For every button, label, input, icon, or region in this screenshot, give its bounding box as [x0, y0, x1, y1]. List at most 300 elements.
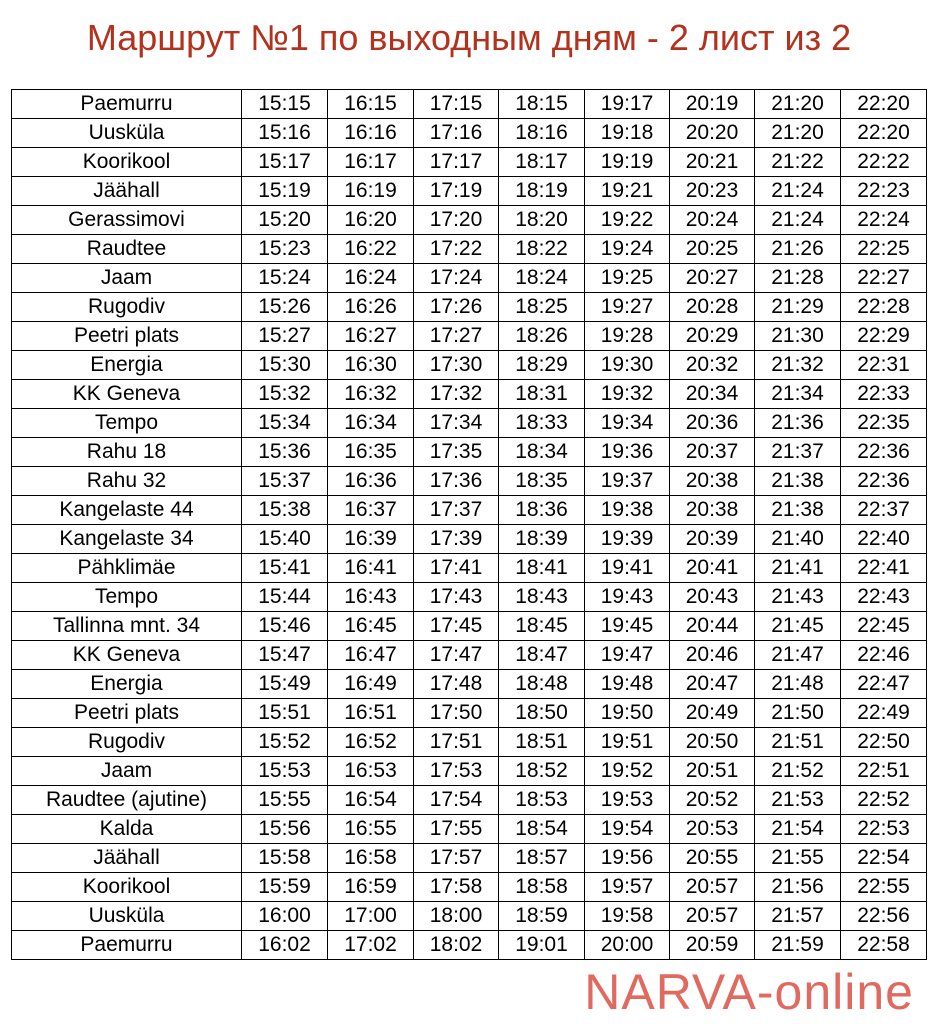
time-cell: 16:55	[328, 815, 414, 844]
table-row	[12, 119, 927, 148]
time-cell: 20:28	[670, 293, 755, 322]
time-cell: 18:51	[499, 728, 585, 757]
time-cell: 16:27	[328, 322, 414, 351]
time-cell: 21:26	[755, 235, 841, 264]
time-cell: 20:23	[670, 177, 755, 206]
time-cell: 18:16	[499, 119, 585, 148]
table-row	[12, 670, 927, 699]
time-cell: 21:20	[755, 119, 841, 148]
page-title: Маршрут №1 по выходным дням - 2 лист из 2	[86, 17, 852, 58]
time-cell: 21:52	[755, 757, 841, 786]
table-row	[12, 264, 927, 293]
time-cell: 20:44	[670, 612, 755, 641]
time-cell: 17:55	[414, 815, 499, 844]
stop-name-cell: Kangelaste 44	[12, 496, 242, 525]
time-cell: 17:58	[414, 873, 499, 902]
time-cell: 22:52	[841, 786, 927, 815]
time-cell: 16:22	[328, 235, 414, 264]
time-cell: 17:39	[414, 525, 499, 554]
time-cell: 21:51	[755, 728, 841, 757]
time-cell: 16:51	[328, 699, 414, 728]
table-row	[12, 90, 927, 119]
time-cell: 19:21	[585, 177, 670, 206]
time-cell: 15:38	[242, 496, 328, 525]
table-row	[12, 438, 927, 467]
table-row	[12, 554, 927, 583]
time-cell: 21:30	[755, 322, 841, 351]
table-row	[12, 409, 927, 438]
time-cell: 15:44	[242, 583, 328, 612]
time-cell: 18:43	[499, 583, 585, 612]
time-cell: 18:50	[499, 699, 585, 728]
time-cell: 18:53	[499, 786, 585, 815]
time-cell: 21:24	[755, 177, 841, 206]
time-cell: 15:26	[242, 293, 328, 322]
table-row	[12, 293, 927, 322]
time-cell: 17:37	[414, 496, 499, 525]
stop-name-cell: Energia	[12, 670, 242, 699]
table-row	[12, 612, 927, 641]
time-cell: 19:50	[585, 699, 670, 728]
time-cell: 22:35	[841, 409, 927, 438]
time-cell: 20:38	[670, 467, 755, 496]
time-cell: 20:39	[670, 525, 755, 554]
time-cell: 15:53	[242, 757, 328, 786]
table-row	[12, 235, 927, 264]
time-cell: 19:27	[585, 293, 670, 322]
table-row	[12, 641, 927, 670]
time-cell: 20:00	[585, 931, 670, 960]
time-cell: 21:56	[755, 873, 841, 902]
time-cell: 17:41	[414, 554, 499, 583]
time-cell: 15:27	[242, 322, 328, 351]
time-cell: 18:20	[499, 206, 585, 235]
time-cell: 17:43	[414, 583, 499, 612]
table-row	[12, 728, 927, 757]
stop-name-cell: Peetri plats	[12, 699, 242, 728]
time-cell: 18:26	[499, 322, 585, 351]
time-cell: 20:34	[670, 380, 755, 409]
stop-name-cell: Rugodiv	[12, 728, 242, 757]
time-cell: 19:01	[499, 931, 585, 960]
time-cell: 16:16	[328, 119, 414, 148]
time-cell: 20:47	[670, 670, 755, 699]
time-cell: 15:15	[242, 90, 328, 119]
time-cell: 16:53	[328, 757, 414, 786]
table-row	[12, 177, 927, 206]
time-cell: 18:47	[499, 641, 585, 670]
time-cell: 17:32	[414, 380, 499, 409]
table-row	[12, 902, 927, 931]
time-cell: 20:51	[670, 757, 755, 786]
time-cell: 20:32	[670, 351, 755, 380]
time-cell: 16:26	[328, 293, 414, 322]
time-cell: 15:47	[242, 641, 328, 670]
time-cell: 21:59	[755, 931, 841, 960]
time-cell: 16:35	[328, 438, 414, 467]
stop-name-cell: Tallinna mnt. 34	[12, 612, 242, 641]
time-cell: 22:31	[841, 351, 927, 380]
narva-online-logo	[584, 962, 914, 1022]
time-cell: 22:22	[841, 148, 927, 177]
table-row	[12, 467, 927, 496]
time-cell: 22:54	[841, 844, 927, 873]
time-cell: 15:36	[242, 438, 328, 467]
time-cell: 22:24	[841, 206, 927, 235]
time-cell: 20:49	[670, 699, 755, 728]
time-cell: 15:24	[242, 264, 328, 293]
time-cell: 17:36	[414, 467, 499, 496]
time-cell: 20:20	[670, 119, 755, 148]
table-row	[12, 699, 927, 728]
time-cell: 18:54	[499, 815, 585, 844]
time-cell: 17:22	[414, 235, 499, 264]
time-cell: 21:43	[755, 583, 841, 612]
time-cell: 20:21	[670, 148, 755, 177]
time-cell: 22:51	[841, 757, 927, 786]
time-cell: 19:18	[585, 119, 670, 148]
time-cell: 18:24	[499, 264, 585, 293]
table-row	[12, 351, 927, 380]
time-cell: 19:57	[585, 873, 670, 902]
time-cell: 15:58	[242, 844, 328, 873]
time-cell: 22:56	[841, 902, 927, 931]
stop-name-cell: Energia	[12, 351, 242, 380]
time-cell: 16:30	[328, 351, 414, 380]
time-cell: 20:41	[670, 554, 755, 583]
time-cell: 17:00	[328, 902, 414, 931]
time-cell: 16:58	[328, 844, 414, 873]
logo-text-narva: NARVA-	[584, 964, 775, 1020]
time-cell: 22:29	[841, 322, 927, 351]
time-cell: 18:57	[499, 844, 585, 873]
stop-name-cell: Tempo	[12, 409, 242, 438]
time-cell: 17:17	[414, 148, 499, 177]
time-cell: 17:48	[414, 670, 499, 699]
time-cell: 22:50	[841, 728, 927, 757]
time-cell: 18:34	[499, 438, 585, 467]
time-cell: 18:33	[499, 409, 585, 438]
time-cell: 20:38	[670, 496, 755, 525]
time-cell: 15:52	[242, 728, 328, 757]
time-cell: 22:53	[841, 815, 927, 844]
time-cell: 15:41	[242, 554, 328, 583]
time-cell: 16:37	[328, 496, 414, 525]
time-cell: 20:53	[670, 815, 755, 844]
time-cell: 20:52	[670, 786, 755, 815]
time-cell: 22:46	[841, 641, 927, 670]
time-cell: 17:27	[414, 322, 499, 351]
time-cell: 21:54	[755, 815, 841, 844]
time-cell: 15:32	[242, 380, 328, 409]
time-cell: 22:47	[841, 670, 927, 699]
time-cell: 18:52	[499, 757, 585, 786]
time-cell: 22:27	[841, 264, 927, 293]
time-cell: 16:39	[328, 525, 414, 554]
stop-name-cell: Kangelaste 34	[12, 525, 242, 554]
time-cell: 18:29	[499, 351, 585, 380]
table-row	[12, 931, 927, 960]
table-row	[12, 757, 927, 786]
time-cell: 22:20	[841, 119, 927, 148]
time-cell: 22:33	[841, 380, 927, 409]
time-cell: 19:54	[585, 815, 670, 844]
time-cell: 19:47	[585, 641, 670, 670]
time-cell: 20:59	[670, 931, 755, 960]
time-cell: 21:40	[755, 525, 841, 554]
stop-name-cell: Tempo	[12, 583, 242, 612]
time-cell: 18:41	[499, 554, 585, 583]
time-cell: 15:49	[242, 670, 328, 699]
time-cell: 21:53	[755, 786, 841, 815]
time-cell: 21:41	[755, 554, 841, 583]
time-cell: 21:57	[755, 902, 841, 931]
time-cell: 22:41	[841, 554, 927, 583]
time-cell: 16:59	[328, 873, 414, 902]
time-cell: 15:30	[242, 351, 328, 380]
time-cell: 21:48	[755, 670, 841, 699]
time-cell: 17:54	[414, 786, 499, 815]
time-cell: 21:47	[755, 641, 841, 670]
time-cell: 19:48	[585, 670, 670, 699]
time-cell: 22:55	[841, 873, 927, 902]
time-cell: 16:45	[328, 612, 414, 641]
time-cell: 21:55	[755, 844, 841, 873]
time-cell: 17:30	[414, 351, 499, 380]
stop-name-cell: Gerassimovi	[12, 206, 242, 235]
stop-name-cell: Rahu 18	[12, 438, 242, 467]
time-cell: 22:49	[841, 699, 927, 728]
time-cell: 16:19	[328, 177, 414, 206]
time-cell: 16:00	[242, 902, 328, 931]
time-cell: 19:25	[585, 264, 670, 293]
time-cell: 21:20	[755, 90, 841, 119]
time-cell: 15:46	[242, 612, 328, 641]
time-cell: 17:26	[414, 293, 499, 322]
table-row	[12, 148, 927, 177]
time-cell: 21:32	[755, 351, 841, 380]
time-cell: 19:32	[585, 380, 670, 409]
table-row	[12, 873, 927, 902]
time-cell: 15:51	[242, 699, 328, 728]
stop-name-cell: Raudtee	[12, 235, 242, 264]
time-cell: 16:20	[328, 206, 414, 235]
time-cell: 15:34	[242, 409, 328, 438]
time-cell: 17:24	[414, 264, 499, 293]
time-cell: 21:24	[755, 206, 841, 235]
time-cell: 19:37	[585, 467, 670, 496]
time-cell: 17:35	[414, 438, 499, 467]
time-cell: 19:34	[585, 409, 670, 438]
time-cell: 16:54	[328, 786, 414, 815]
stop-name-cell: Raudtee (ajutine)	[12, 786, 242, 815]
time-cell: 16:02	[242, 931, 328, 960]
time-cell: 19:19	[585, 148, 670, 177]
time-cell: 17:20	[414, 206, 499, 235]
table-row	[12, 496, 927, 525]
time-cell: 19:17	[585, 90, 670, 119]
time-cell: 18:39	[499, 525, 585, 554]
time-cell: 22:45	[841, 612, 927, 641]
time-cell: 21:50	[755, 699, 841, 728]
time-cell: 18:48	[499, 670, 585, 699]
table-row	[12, 583, 927, 612]
time-cell: 22:25	[841, 235, 927, 264]
time-cell: 19:53	[585, 786, 670, 815]
time-cell: 16:49	[328, 670, 414, 699]
time-cell: 19:39	[585, 525, 670, 554]
time-cell: 16:24	[328, 264, 414, 293]
table-row	[12, 322, 927, 351]
logo-text-online: online	[774, 964, 914, 1020]
time-cell: 19:24	[585, 235, 670, 264]
stop-name-cell: Paemurru	[12, 931, 242, 960]
time-cell: 22:28	[841, 293, 927, 322]
time-cell: 21:22	[755, 148, 841, 177]
stop-name-cell: Uusküla	[12, 119, 242, 148]
time-cell: 21:29	[755, 293, 841, 322]
time-cell: 20:57	[670, 873, 755, 902]
stop-name-cell: Rahu 32	[12, 467, 242, 496]
time-cell: 20:24	[670, 206, 755, 235]
table-row	[12, 815, 927, 844]
time-cell: 15:20	[242, 206, 328, 235]
time-cell: 17:45	[414, 612, 499, 641]
time-cell: 18:35	[499, 467, 585, 496]
time-cell: 20:29	[670, 322, 755, 351]
stop-name-cell: Rugodiv	[12, 293, 242, 322]
time-cell: 19:52	[585, 757, 670, 786]
time-cell: 22:37	[841, 496, 927, 525]
time-cell: 16:34	[328, 409, 414, 438]
time-cell: 20:55	[670, 844, 755, 873]
time-cell: 20:37	[670, 438, 755, 467]
time-cell: 16:52	[328, 728, 414, 757]
table-row	[12, 786, 927, 815]
time-cell: 18:25	[499, 293, 585, 322]
time-cell: 17:57	[414, 844, 499, 873]
time-cell: 15:37	[242, 467, 328, 496]
time-cell: 22:36	[841, 467, 927, 496]
stop-name-cell: Jaam	[12, 757, 242, 786]
time-cell: 21:45	[755, 612, 841, 641]
time-cell: 18:17	[499, 148, 585, 177]
time-cell: 15:40	[242, 525, 328, 554]
time-cell: 15:56	[242, 815, 328, 844]
time-cell: 19:45	[585, 612, 670, 641]
time-cell: 17:15	[414, 90, 499, 119]
time-cell: 17:53	[414, 757, 499, 786]
stop-name-cell: Jaam	[12, 264, 242, 293]
time-cell: 19:43	[585, 583, 670, 612]
time-cell: 18:19	[499, 177, 585, 206]
time-cell: 17:34	[414, 409, 499, 438]
table-row	[12, 844, 927, 873]
stop-name-cell: Pähklimäe	[12, 554, 242, 583]
time-cell: 15:55	[242, 786, 328, 815]
time-cell: 19:56	[585, 844, 670, 873]
time-cell: 20:57	[670, 902, 755, 931]
time-cell: 20:36	[670, 409, 755, 438]
time-cell: 19:36	[585, 438, 670, 467]
time-cell: 20:25	[670, 235, 755, 264]
time-cell: 22:58	[841, 931, 927, 960]
time-cell: 19:38	[585, 496, 670, 525]
time-cell: 15:23	[242, 235, 328, 264]
time-cell: 16:32	[328, 380, 414, 409]
time-cell: 19:28	[585, 322, 670, 351]
time-cell: 22:36	[841, 438, 927, 467]
stop-name-cell: KK Geneva	[12, 641, 242, 670]
time-cell: 21:38	[755, 467, 841, 496]
time-cell: 17:51	[414, 728, 499, 757]
time-cell: 20:46	[670, 641, 755, 670]
time-cell: 16:17	[328, 148, 414, 177]
time-cell: 15:17	[242, 148, 328, 177]
time-cell: 17:50	[414, 699, 499, 728]
stop-name-cell: Koorikool	[12, 148, 242, 177]
time-cell: 16:36	[328, 467, 414, 496]
time-cell: 18:00	[414, 902, 499, 931]
time-cell: 19:30	[585, 351, 670, 380]
time-cell: 19:58	[585, 902, 670, 931]
time-cell: 19:41	[585, 554, 670, 583]
time-cell: 18:02	[414, 931, 499, 960]
time-cell: 20:43	[670, 583, 755, 612]
stop-name-cell: Peetri plats	[12, 322, 242, 351]
time-cell: 17:16	[414, 119, 499, 148]
time-cell: 18:59	[499, 902, 585, 931]
time-cell: 19:22	[585, 206, 670, 235]
time-cell: 22:40	[841, 525, 927, 554]
stop-name-cell: KK Geneva	[12, 380, 242, 409]
time-cell: 15:19	[242, 177, 328, 206]
time-cell: 20:19	[670, 90, 755, 119]
time-cell: 15:59	[242, 873, 328, 902]
time-cell: 16:47	[328, 641, 414, 670]
time-cell: 19:51	[585, 728, 670, 757]
time-cell: 18:22	[499, 235, 585, 264]
table-row	[12, 206, 927, 235]
time-cell: 20:27	[670, 264, 755, 293]
time-cell: 22:20	[841, 90, 927, 119]
stop-name-cell: Jäähall	[12, 177, 242, 206]
stop-name-cell: Kalda	[12, 815, 242, 844]
time-cell: 20:50	[670, 728, 755, 757]
table-row	[12, 380, 927, 409]
time-cell: 22:43	[841, 583, 927, 612]
table-row	[12, 525, 927, 554]
time-cell: 21:37	[755, 438, 841, 467]
stop-name-cell: Uusküla	[12, 902, 242, 931]
time-cell: 21:38	[755, 496, 841, 525]
time-cell: 18:31	[499, 380, 585, 409]
time-cell: 16:41	[328, 554, 414, 583]
time-cell: 18:58	[499, 873, 585, 902]
time-cell: 18:45	[499, 612, 585, 641]
time-cell: 21:34	[755, 380, 841, 409]
time-cell: 17:02	[328, 931, 414, 960]
schedule-body	[12, 90, 927, 960]
stop-name-cell: Koorikool	[12, 873, 242, 902]
time-cell: 21:28	[755, 264, 841, 293]
time-cell: 18:15	[499, 90, 585, 119]
time-cell: 21:36	[755, 409, 841, 438]
stop-name-cell: Jäähall	[12, 844, 242, 873]
time-cell: 16:15	[328, 90, 414, 119]
schedule-table	[11, 89, 927, 960]
time-cell: 16:43	[328, 583, 414, 612]
